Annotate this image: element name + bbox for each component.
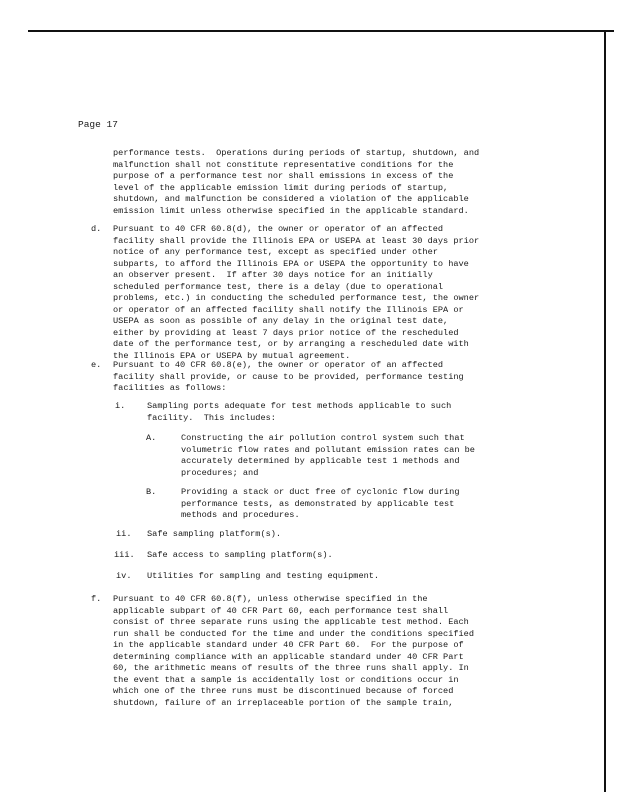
item-e-i-text: Sampling ports adequate for test methods applicable to such facility. This includes:: [147, 401, 452, 423]
item-e-ii-text: Safe sampling platform(s).: [147, 529, 282, 539]
page-number: Page 17: [78, 119, 118, 130]
item-e-i-a-label: A.: [146, 433, 157, 443]
top-border-line: [28, 30, 614, 32]
item-e-label: e.: [91, 360, 102, 370]
item-e-iii-text: Safe access to sampling platform(s).: [147, 550, 333, 560]
item-f-text: Pursuant to 40 CFR 60.8(f), unless otherwise specified in the applicable subpart of 40 CFR Part 60, each performance test shall consist of three separate runs using the applicable test method. Each run shall be conducted for the time and under the conditions specified in the applicable standard under 40 CFR Part 60. For the purpose of determining compliance with an applicable standard under 40 CFR Part 60, the arithmetic means of results of the three runs shall apply. In the event that a sample is accidentally lost or conditions occur in which one of the three runs must be discontinued because of forced shutdown, failure of an irreplaceable portion of the sample train,: [113, 594, 474, 708]
right-border-line: [604, 30, 606, 792]
item-e-ii-label: ii.: [116, 529, 132, 539]
item-d-label: d.: [91, 224, 102, 234]
item-e-text: Pursuant to 40 CFR 60.8(e), the owner or operator of an affected facility shall provide, or cause to be provided, performance testing facilities as follows:: [113, 360, 464, 393]
item-f-label: f.: [91, 594, 102, 604]
intro-paragraph: performance tests. Operations during periods of startup, shutdown, and malfunction shall not constitute representative conditions for the purpose of a performance test nor shall emissions in excess of the level of the applicable emission limit during periods of startup, shutdown, and malfunction be considered a violation of the applicable emission limit unless otherwise specified in the applicable standard.: [113, 148, 480, 216]
item-e-i-label: i.: [115, 401, 126, 411]
item-e-i-a-text: Constructing the air pollution control system such that volumetric flow rates and pollutant emission rates can be accurately determined by applicable test 1 methods and procedures; and: [181, 433, 475, 478]
item-e-iii-label: iii.: [114, 550, 135, 560]
item-e-iv-label: iv.: [116, 571, 132, 581]
item-e-iv-text: Utilities for sampling and testing equipment.: [147, 571, 380, 581]
item-e-i-b-label: B.: [146, 487, 157, 497]
item-d-text: Pursuant to 40 CFR 60.8(d), the owner or operator of an affected facility shall provide the Illinois EPA or USEPA at least 30 days prior notice of any performance test, except as specified under other subparts, to afford the Illinois EPA or USEPA the opportunity to have an observer present. If after 30 days notice for an initially scheduled performance test, there is a delay (due to operational problems, etc.) in conducting the scheduled performance test, the owner or operator of an affected facility shall notify the Illinois EPA or USEPA as soon as possible of any delay in the original test date, either by providing at least 7 days prior notice of the rescheduled date of the performance test, or by arranging a rescheduled date with the Illinois EPA or USEPA by mutual agreement.: [113, 224, 480, 361]
item-e-i-b-text: Providing a stack or duct free of cyclonic flow during performance tests, as demonstrated by applicable test methods and procedures.: [181, 487, 460, 520]
